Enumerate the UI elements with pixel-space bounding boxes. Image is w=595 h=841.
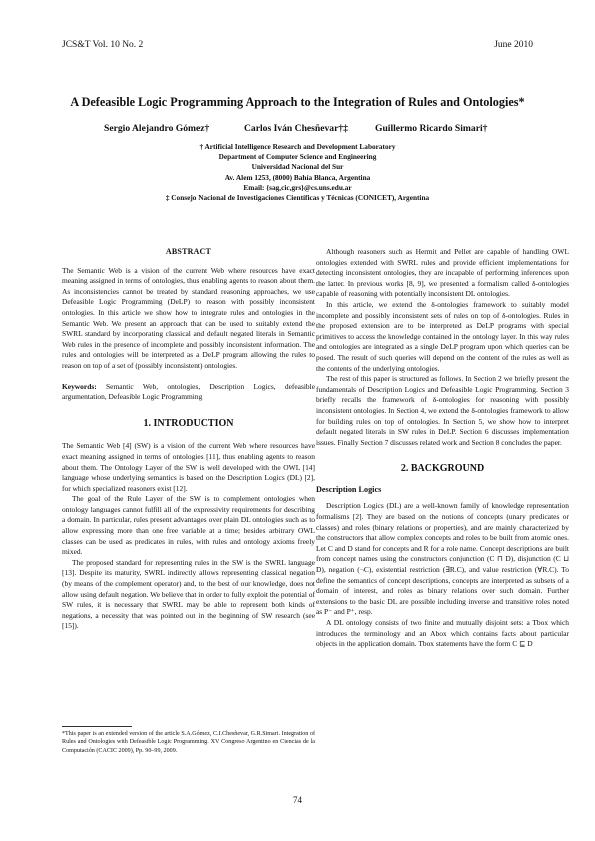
intro-paragraph: The Semantic Web [4] (SW) is a vision of the current Web where resources have exact meaning assigned in terms of ontologies [11], thus enabling agents to reason about them. The Ontology Layer of the SW is well developed with the OWL [14] language whose underlying semantics is based on the Description Logics (DL) [2], for which specialized reasoners exist [12]. bbox=[62, 441, 315, 493]
intro-paragraph: The proposed standard for representing rules in the SW is the SWRL language [13]. Despite its maturity, SWRL indirectly allows representing classical negation (by means of the complement operator) and, to the best of our knowledge, does not allow using default negation. We believe that in order to fully exploit the potential of SW rules, it is necessary that SWRL may be able to represent both kinds of negations, a necessity that was pointed out in the beginning of SW research (see [15]). bbox=[62, 557, 315, 631]
abstract-heading: ABSTRACT bbox=[165, 247, 212, 256]
affiliation-line: Av. Alem 1253, (8000) Bahía Blanca, Argentina bbox=[224, 172, 371, 182]
footnote-rule bbox=[62, 726, 132, 727]
affiliation-block bbox=[0, 142, 595, 203]
footnote: *This paper is an extended version of the article S.A.Gómez, C.I.Chesñevar, G.R.Simari. Integration of Rules and Ontologies with Defeasible Logic Programming. XV Congreso Argentino en Ciencias de la Computación (CACIC 2009), Pp. 90–99, 2009. bbox=[62, 731, 315, 754]
author-1: Sergio Alejandro Gómez† bbox=[104, 123, 210, 134]
paper-title: A Defeasible Logic Programming Approach to the Integration of Rules and Ontologies* bbox=[70, 95, 525, 109]
keywords-label: Keywords: bbox=[62, 381, 97, 391]
author-2: Carlos Iván Chesñevar†‡ bbox=[244, 123, 348, 134]
introduction-heading: 1. INTRODUCTION bbox=[143, 417, 234, 429]
page-number: 74 bbox=[293, 795, 302, 805]
keywords-paragraph bbox=[62, 382, 315, 403]
dl-subheading: Description Logics bbox=[316, 484, 382, 494]
body-paragraph: Although reasoners such as Hermit and Pellet are capable of handling OWL ontologies extended with SWRL rules and provide efficient implementations for detecting inconsistent ontologies, they are incapable of performing inferences upon the latter. In previous works [8, 9], we presented a formalism called δ-ontologies capable of reasoning with potentially inconsistent DL ontologies. bbox=[316, 247, 569, 299]
body-paragraph: Description Logics (DL) are a well-known family of knowledge representation formalisms [2]. They are based on the notions of concepts (unary predicates or classes) and roles (binary relations or properties), and are mainly characterized by the constructors that allow complex concepts and roles to be built from atomic ones. Let C and D stand for concepts and R for a role name. Concept descriptions are built from concept names using the constructors conjunction (C ⊓ D), disjunction (C ⊔ D), negation (¬C), existential restriction (∃R.C), and value restriction (∀R.C). To define the semantics of concept descriptions, concepts are interpreted as subsets of a domain of interest, and roles as binary relations over such domain. Further extensions to the basic DL are possible including inverse and transitive roles noted as P⁻ and P⁺, resp. bbox=[316, 501, 569, 617]
body-paragraph: A DL ontology consists of two finite and mutually disjoint sets: a Tbox which introduces the terminology and an Abox which contains facts about particular objects in the application domain. Tbox statements have the form C ⊑ D bbox=[316, 618, 569, 649]
author-3: Guillermo Ricardo Simari† bbox=[375, 123, 488, 134]
left-column bbox=[62, 247, 315, 632]
body-paragraph: The rest of this paper is structured as follows. In Section 2 we briefly present the fundamentals of Description Logics and Defeasible Logic Programming. Section 3 briefly recalls the framework of δ-ontologies for reasoning with possibly inconsistent ontologies. In Section 4, we extend the δ-ontologies framework to allow for building rules on top of ontologies. In Section 5, we show how to interpret default negated literals in SW rules in DeLP. Section 6 discusses implementation issues. Finally Section 7 discusses related work and Section 8 concludes the paper. bbox=[316, 374, 569, 447]
affiliation-email: Email: {sag,cic,grs}@cs.uns.edu.ar bbox=[243, 182, 352, 192]
intro-paragraph: The goal of the Rule Layer of the SW is to complement ontologies when ontology languages cannot fulfill all of the expressivity requirements for describing a domain. In particular, rules present advantages over plain DL ontologies such as to allow expressing more than one free variable at a time; besides arbitrary OWL classes can be used as predicates in rules, with rules and ontology axioms freely mixed. bbox=[62, 494, 315, 557]
affiliation-line: ‡ Consejo Nacional de Investigaciones Científicas y Técnicas (CONICET), Argentina bbox=[165, 193, 430, 203]
right-column bbox=[316, 247, 569, 650]
keywords-text: Semantic Web, ontologies, Description Logics, defeasible argumentation, Defeasible Logic Programming bbox=[62, 381, 316, 402]
background-heading: 2. BACKGROUND bbox=[400, 463, 485, 475]
date-header: June 2010 bbox=[494, 40, 533, 50]
abstract-text: The Semantic Web is a vision of the current Web where resources have exact meaning assigned in terms of ontologies, thus enabling agents to reason about them. As inconsistencies cannot be treated by standard reasoning approaches, we use Defeasible Logic Programming (DeLP) to reason with possibly inconsistent ontologies. In this article we show how to integrate rules and ontologies in the Semantic Web. We present an approach that can be used to suitably extend the SWRL standard by incorporating classical and default negated literals in Semantic Web rules in the presence of incomplete and possibly inconsistent information. The rules and ontologies will be interpreted as a DeLP program allowing the rules to reason on top of a set of (possibly inconsistent) ontologies. bbox=[62, 265, 315, 370]
body-paragraph: In this article, we extend the δ-ontologies framework to suitably model incomplete and possibly inconsistent sets of rules on top of δ-ontologies. Rules in the proposed extension are to be interpreted as DeLP programs with special primitives to access the knowledge contained in the ontology layer. In this way rules and ontologies are integrated as a single DeLP program upon which queries can be posed. The result of such queries will depend on the content of the rules as well as the contents of the underlying ontologies. bbox=[316, 299, 569, 373]
affiliation-line: Universidad Nacional del Sur bbox=[251, 162, 344, 172]
journal-header: JCS&T Vol. 10 No. 2 bbox=[62, 40, 144, 50]
affiliation-line: Department of Computer Science and Engineering bbox=[218, 152, 377, 162]
affiliation-line: † Artificial Intelligence Research and Development Laboratory bbox=[199, 142, 396, 151]
